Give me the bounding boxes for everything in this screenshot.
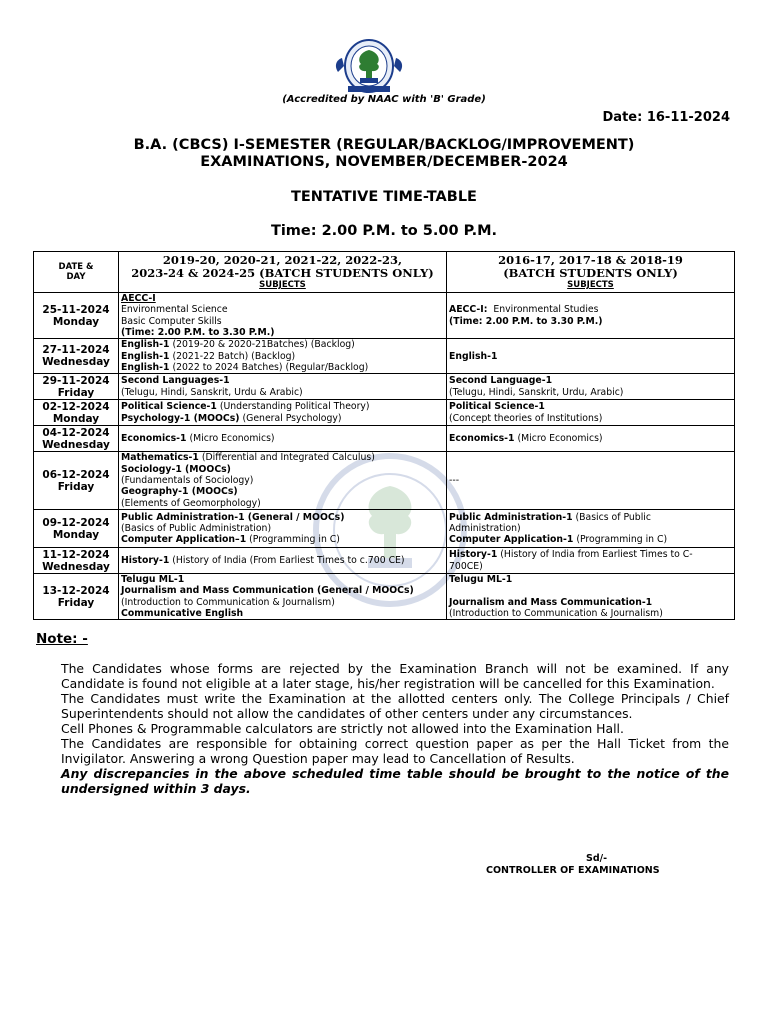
table-row [34,510,735,548]
date-day-header: DATE & DAY [34,252,119,293]
exam-date-cell: 06-12-2024 Friday [34,452,119,510]
exam-time: Time: 2.00 P.M. to 5.00 P.M. [270,223,498,239]
document-title [0,137,768,171]
subjects-cell-old-batches: Telugu ML-1 Journalism and Mass Communication-1 (Introduction to Communication & Journalism) [447,574,735,620]
exam-date-cell: 11-12-2024 Wednesday [34,548,119,574]
notes-list [61,661,729,796]
subjects-cell-new-batches: Public Administration-1 (General / MOOCs) (Basics of Public Administration) Computer Application–1 (Programming in C) [119,510,447,548]
table-row [34,452,735,510]
controller-of-examinations: CONTROLLER OF EXAMINATIONS [486,865,660,876]
subjects-cell-new-batches: English-1 (2019-20 & 2020-21Batches) (Backlog) English-1 (2021-22 Batch) (Backlog) English-1 (2022 to 2024 Batches) (Regular/Backlog) [119,339,447,374]
exam-date-cell: 25-11-2024 Monday [34,293,119,339]
subjects-cell-old-batches: Economics-1 (Micro Economics) [447,426,735,452]
document-date: Date: 16-11-2024 [602,110,730,125]
exam-date-cell: 13-12-2024 Friday [34,574,119,620]
document-subtitle: TENTATIVE TIME-TABLE [291,189,477,205]
subjects-cell-new-batches: Telugu ML-1 Journalism and Mass Communication (General / MOOCs) (Introduction to Communication & Journalism) Communicative English [119,574,447,620]
subjects-cell-new-batches: AECC-I Environmental Science Basic Computer Skills (Time: 2.00 P.M. to 3.30 P.M.) [119,293,447,339]
subjects-cell-old-batches: Political Science-1 (Concept theories of Institutions) [447,400,735,426]
subjects-cell-new-batches: Economics-1 (Micro Economics) [119,426,447,452]
note-item: The Candidates must write the Examination at the allotted centers only. The College Principals / Chief Superintendents should not allow the candidates of other centers under any circumstances. [61,691,729,721]
exam-date-cell: 27-11-2024 Wednesday [34,339,119,374]
note-item-emphasis: Any discrepancies in the above scheduled time table should be brought to the notice of the undersigned within 3 days. [61,766,729,796]
title-line-1: B.A. (CBCS) I-SEMESTER (REGULAR/BACKLOG/IMPROVEMENT) [133,137,635,153]
subjects-cell-old-batches: --- [447,452,735,510]
table-row [34,293,735,339]
subjects-cell-old-batches: Public Administration-1 (Basics of Public Administration) Computer Application-1 (Programming in C) [447,510,735,548]
table-row [34,339,735,374]
subjects-cell-new-batches: Second Languages-1 (Telugu, Hindi, Sanskrit, Urdu & Arabic) [119,374,447,400]
table-row [34,548,735,574]
table-row [34,426,735,452]
exam-date-cell: 02-12-2024 Monday [34,400,119,426]
subjects-cell-old-batches: English-1 [447,339,735,374]
subjects-cell-old-batches: Second Language-1 (Telugu, Hindi, Sanskrit, Urdu, Arabic) [447,374,735,400]
university-emblem-logo [330,36,408,96]
notes-heading: Note: - [36,631,88,647]
exam-date-cell: 04-12-2024 Wednesday [34,426,119,452]
table-header-row [34,252,735,293]
batch-2019-2025-header: 2019-20, 2020-21, 2021-22, 2022-23, 2023-24 & 2024-25 (BATCH STUDENTS ONLY) SUBJECTS [119,252,447,293]
note-item: The Candidates are responsible for obtaining correct question paper as per the Hall Ticket from the Invigilator. Answering a wrong Question paper may lead to Cancellation of Results. [61,736,729,766]
exam-date-cell: 29-11-2024 Friday [34,374,119,400]
exam-date-cell: 09-12-2024 Monday [34,510,119,548]
batch-2016-2019-header: 2016-17, 2017-18 & 2018-19 (BATCH STUDENTS ONLY) SUBJECTS [447,252,735,293]
note-item: Cell Phones & Programmable calculators are strictly not allowed into the Examination Hall. [61,721,624,736]
signature-sd: Sd/- [586,853,608,864]
subjects-cell-old-batches: History-1 (History of India from Earliest Times to C- 700CE) [447,548,735,574]
subjects-cell-new-batches: Political Science-1 (Understanding Political Theory) Psychology-1 (MOOCs) (General Psychology) [119,400,447,426]
title-line-2: EXAMINATIONS, NOVEMBER/DECEMBER-2024 [200,154,568,170]
table-row [34,400,735,426]
table-row [34,374,735,400]
note-item: The Candidates whose forms are rejected by the Examination Branch will not be examined. If any Candidate is found not eligible at a later stage, his/her registration will be cancelled for this Examination. [61,661,729,691]
subjects-cell-old-batches: AECC-I: Environmental Studies (Time: 2.00 P.M. to 3.30 P.M.) [447,293,735,339]
table-row [34,574,735,620]
subjects-cell-new-batches: History-1 (History of India (From Earliest Times to c.700 CE) [119,548,447,574]
accreditation-line: (Accredited by NAAC with 'B' Grade) [282,94,486,105]
timetable [33,251,735,620]
subjects-cell-new-batches: Mathematics-1 (Differential and Integrated Calculus) Sociology-1 (MOOCs) (Fundamentals of Sociology) Geography-1 (MOOCs) (Elements of Geomorphology) [119,452,447,510]
